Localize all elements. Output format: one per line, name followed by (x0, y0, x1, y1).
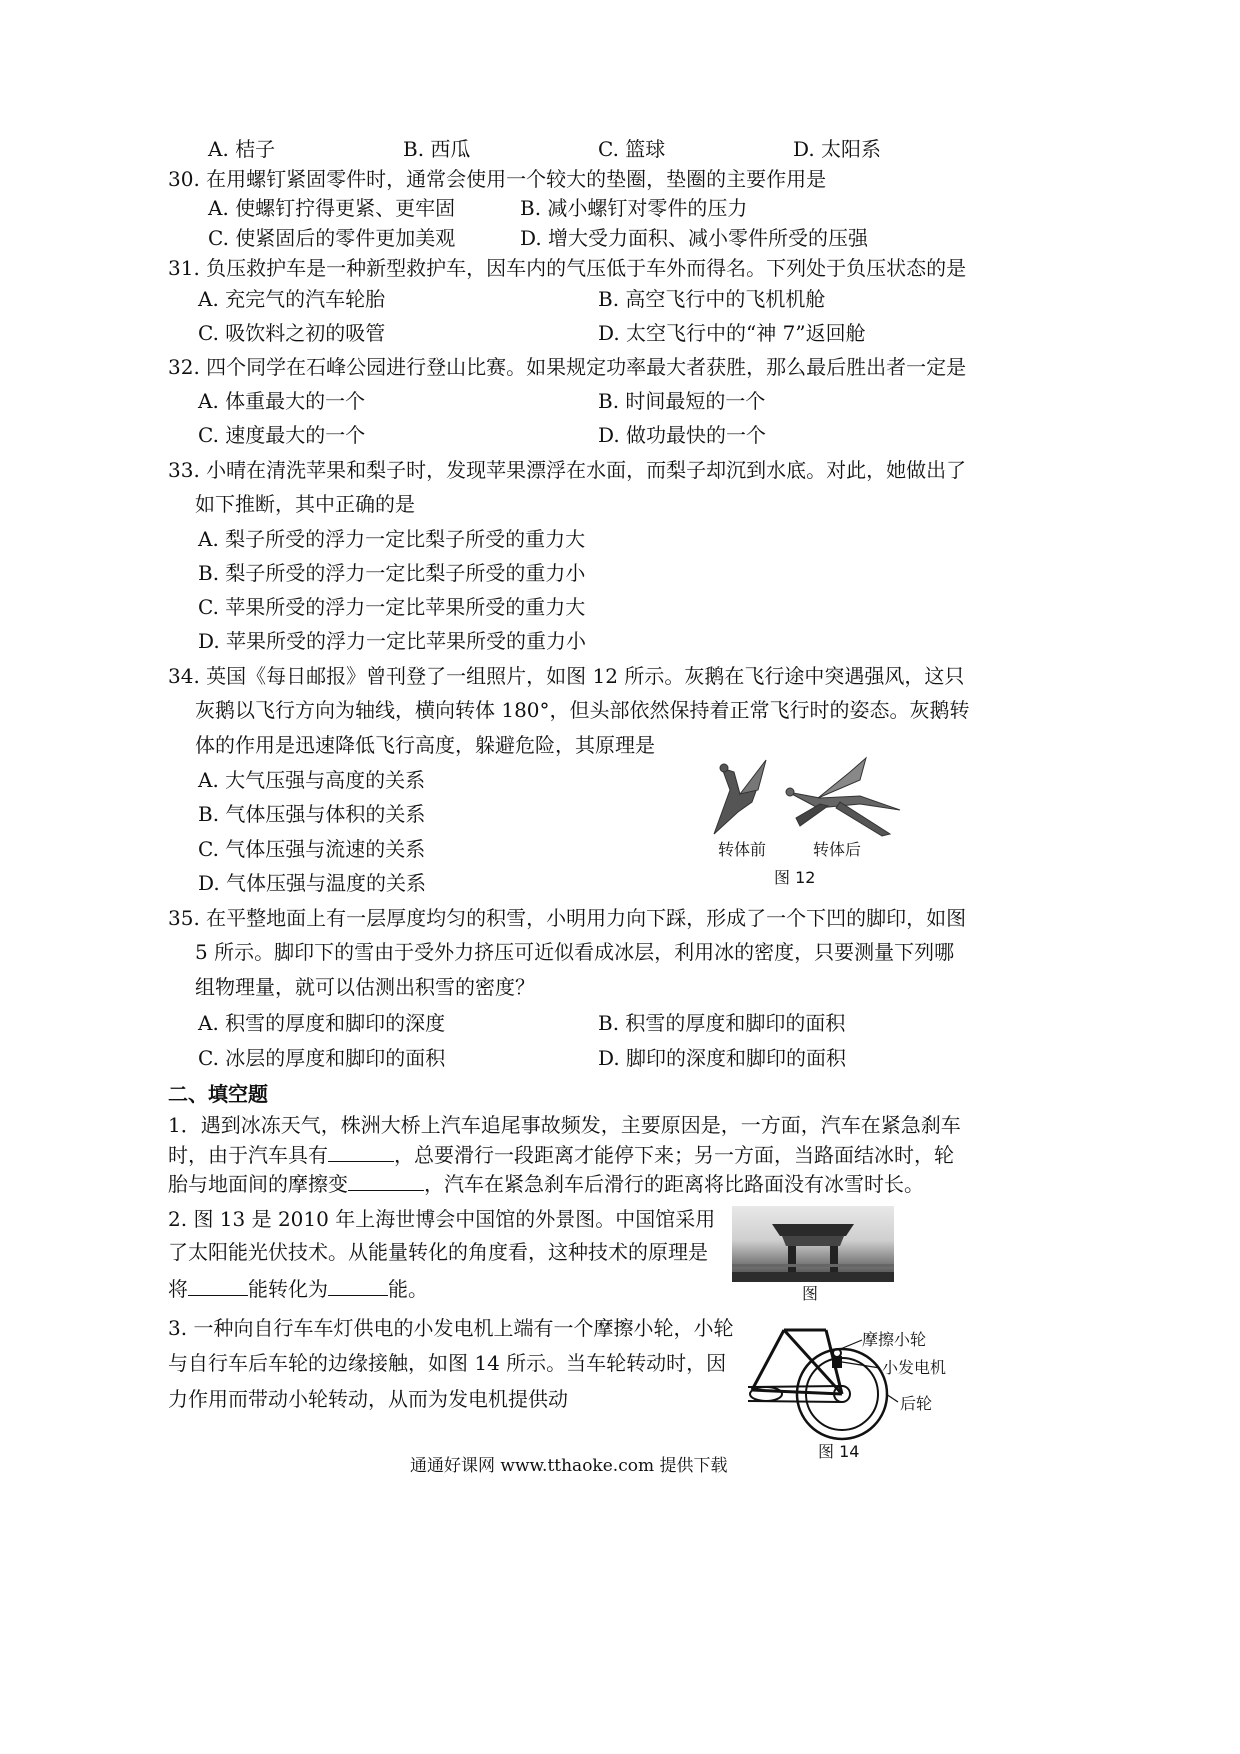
q29-option-b: B. 西瓜 (403, 137, 471, 161)
q34-option-c: C. 气体压强与流速的关系 (198, 837, 426, 861)
q35-option-c: C. 冰层的厚度和脚印的面积 (198, 1046, 446, 1070)
q31-option-d: D. 太空飞行中的“神 7”返回舱 (598, 321, 866, 345)
pavilion-icon (732, 1206, 894, 1282)
q33-option-b: B. 梨子所受的浮力一定比梨子所受的重力小 (198, 561, 586, 585)
fill2-line3-text-b: 能转化为 (248, 1277, 328, 1301)
q33-option-a: A. 梨子所受的浮力一定比梨子所受的重力大 (198, 527, 586, 551)
fill2-line3-text-c: 能。 (388, 1277, 428, 1301)
china-pavilion-photo (732, 1206, 894, 1282)
fill1-line3 (168, 1170, 924, 1196)
q31-option-b: B. 高空飞行中的飞机机舱 (598, 287, 826, 311)
fill1-line2 (168, 1141, 954, 1167)
q31-stem: 31. 负压救护车是一种新型救护车，因车内的气压低于车外而得名。下列处于负压状态的是 (168, 256, 967, 280)
q34-option-b: B. 气体压强与体积的关系 (198, 802, 426, 826)
q29-option-a: A. 桔子 (208, 137, 276, 161)
q31-option-c: C. 吸饮料之初的吸管 (198, 321, 386, 345)
q32-stem: 32. 四个同学在石峰公园进行登山比赛。如果规定功率最大者获胜，那么最后胜出者一定是 (168, 355, 967, 379)
bicycle-frame-icon (748, 1330, 842, 1402)
fill1-line2-text-a: 时，由于汽车具有 (168, 1143, 328, 1167)
friction-wheel-label: 摩擦小轮 (862, 1330, 927, 1349)
q34-option-d: D. 气体压强与温度的关系 (198, 871, 427, 895)
goose-after-label: 转体后 (813, 840, 862, 859)
q29-option-d: D. 太阳系 (793, 137, 882, 161)
goose-before-icon (714, 760, 766, 834)
fill3-line3: 力作用而带动小轮转动，从而为发电机提供动 (168, 1387, 568, 1411)
q30-option-a: A. 使螺钉拧得更紧、更牢固 (208, 196, 456, 220)
q33-stem-line2: 如下推断，其中正确的是 (195, 492, 415, 516)
fill1-blank-2[interactable] (348, 1170, 424, 1191)
q33-option-d: D. 苹果所受的浮力一定比苹果所受的重力小 (198, 629, 587, 653)
q33-stem-line1: 33. 小晴在清洗苹果和梨子时，发现苹果漂浮在水面，而梨子却沉到水底。对此，她做出了 (168, 458, 967, 482)
fill2-line1: 2. 图 13 是 2010 年上海世博会中国馆的外景图。中国馆采用 (168, 1207, 716, 1231)
page-footer: 通通好课网 www.tthaoke.com 提供下载 (410, 1456, 728, 1476)
q32-option-a: A. 体重最大的一个 (198, 389, 366, 413)
q32-option-b: B. 时间最短的一个 (598, 389, 766, 413)
q34-stem-line3: 体的作用是迅速降低飞行高度，躲避危险，其原理是 (195, 733, 655, 757)
goose-after-icon (786, 758, 900, 836)
q30-option-c: C. 使紧固后的零件更加美观 (208, 226, 456, 250)
q34-option-a: A. 大气压强与高度的关系 (198, 768, 426, 792)
fill2-line2: 了太阳能光伏技术。从能量转化的角度看，这种技术的原理是 (168, 1240, 708, 1264)
fill3-line2: 与自行车后车轮的边缘接触，如图 14 所示。当车轮转动时，因 (168, 1351, 727, 1375)
q34-stem-line1: 34. 英国《每日邮报》曾刊登了一组照片，如图 12 所示。灰鹅在飞行途中突遇强风，这只 (168, 664, 965, 688)
q33-option-c: C. 苹果所受的浮力一定比苹果所受的重力大 (198, 595, 586, 619)
fill2-line3-text-a: 将 (168, 1277, 188, 1301)
q31-option-a: A. 充完气的汽车轮胎 (198, 287, 386, 311)
q29-option-c: C. 篮球 (598, 137, 666, 161)
q35-stem-line2: 5 所示。脚印下的雪由于受外力挤压可近似看成冰层，利用冰的密度，只要测量下列哪 (195, 940, 955, 964)
fill2-line3 (168, 1275, 428, 1301)
q32-option-c: C. 速度最大的一个 (198, 423, 366, 447)
generator-label: 小发电机 (882, 1358, 947, 1377)
fill1-line2-text-b: ，总要滑行一段距离才能停下来；另一方面，当路面结冰时，轮 (394, 1143, 954, 1167)
figure-14-caption: 图 14 (818, 1442, 860, 1461)
fill2-blank-1[interactable] (188, 1275, 248, 1296)
small-generator-icon (832, 1349, 842, 1368)
q34-stem-line2: 灰鹅以飞行方向为轴线，横向转体 180°，但头部依然保持着正常飞行时的姿态。灰鹅转 (195, 698, 970, 722)
goose-illustration (700, 750, 910, 840)
q35-option-d: D. 脚印的深度和脚印的面积 (598, 1046, 847, 1070)
fill1-line3-text-a: 胎与地面间的摩擦变 (168, 1172, 348, 1196)
section-2-title: 二、填空题 (168, 1082, 268, 1106)
fill1-line3-text-b: ，汽车在紧急刹车后滑行的距离将比路面没有冰雪时长。 (424, 1172, 924, 1196)
goose-figure (700, 750, 910, 840)
fill3-line1: 3. 一种向自行车车灯供电的小发电机上端有一个摩擦小轮，小轮 (168, 1316, 734, 1340)
goose-before-label: 转体前 (718, 840, 767, 859)
fill1-line1: 1．遇到冰冻天气，株洲大桥上汽车追尾事故频发，主要原因是，一方面，汽车在紧急刹车 (168, 1113, 961, 1137)
q35-stem-line3: 组物理量，就可以估测出积雪的密度？ (195, 975, 535, 999)
q30-option-b: B. 减小螺钉对零件的压力 (520, 196, 748, 220)
figure-12-caption: 图 12 (774, 868, 816, 887)
fill1-blank-1[interactable] (328, 1141, 394, 1162)
fill2-blank-2[interactable] (328, 1275, 388, 1296)
q30-stem: 30. 在用螺钉紧固零件时，通常会使用一个较大的垫圈，垫圈的主要作用是 (168, 167, 827, 191)
q30-option-d: D. 增大受力面积、减小零件所受的压强 (520, 226, 869, 250)
q35-stem-line1: 35. 在平整地面上有一层厚度均匀的积雪，小明用力向下踩，形成了一个下凹的脚印，如图 (168, 906, 967, 930)
figure-13-caption: 图 (802, 1284, 819, 1303)
q35-option-a: A. 积雪的厚度和脚印的深度 (198, 1011, 446, 1035)
q32-option-d: D. 做功最快的一个 (598, 423, 767, 447)
q35-option-b: B. 积雪的厚度和脚印的面积 (598, 1011, 846, 1035)
rear-wheel-label: 后轮 (900, 1394, 933, 1413)
